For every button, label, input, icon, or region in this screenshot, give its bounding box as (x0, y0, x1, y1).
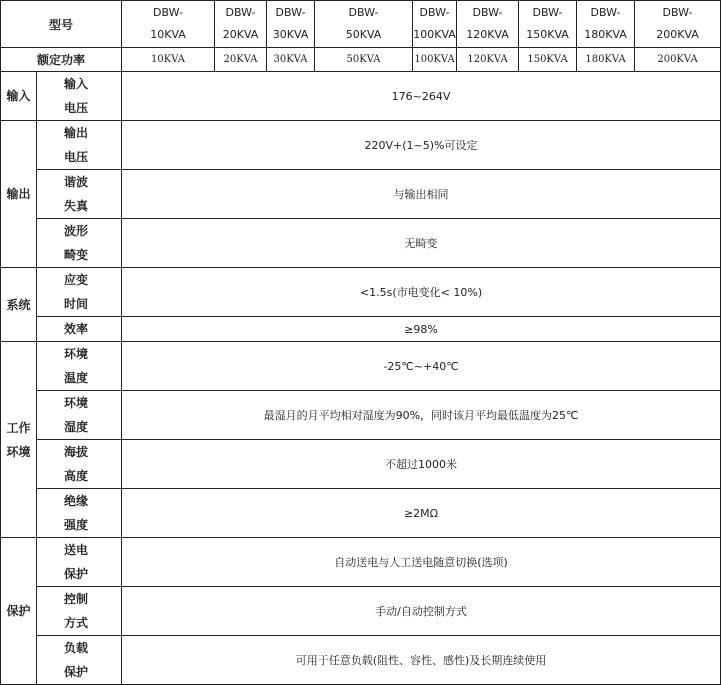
model-capacity: 200KVA (656, 28, 699, 41)
spec-row (1, 440, 721, 489)
spec-value: 手动/自动控制方式 (122, 587, 721, 636)
model-capacity: 10KVA (150, 28, 186, 41)
spec-row (1, 170, 721, 219)
spec-row (1, 219, 721, 268)
item-label: 输入 (64, 77, 89, 91)
model-capacity: 50KVA (345, 28, 382, 41)
model-name-cell (577, 1, 635, 48)
model-prefix: DBW- (590, 6, 621, 19)
model-row (1, 1, 721, 48)
model-prefix: DBW- (532, 6, 563, 19)
item-label: 湿度 (64, 420, 89, 434)
item-label: 强度 (64, 518, 89, 532)
item-cell (37, 317, 122, 342)
model-name-cell (457, 1, 519, 48)
spec-value: <1.5s(市电变化< 10%) (122, 268, 721, 317)
category-label: 输入 (6, 89, 31, 103)
item-label: 时间 (64, 297, 89, 311)
item-label: 绝缘 (64, 494, 89, 508)
model-name-cell (215, 1, 267, 48)
spec-row (1, 636, 721, 685)
item-label: 应变 (64, 273, 89, 287)
item-label: 送电 (64, 543, 89, 557)
category-label: 保护 (6, 604, 31, 618)
item-label: 畸变 (64, 248, 89, 262)
item-label: 保护 (64, 567, 89, 581)
spec-row (1, 587, 721, 636)
item-label: 电压 (64, 101, 89, 115)
model-name-cell (315, 1, 413, 48)
model-capacity: 180KVA (584, 28, 627, 41)
item-label: 控制 (64, 592, 89, 606)
item-cell (37, 219, 122, 268)
spec-value: 自动送电与人工送电随意切换(选项) (122, 538, 721, 587)
item-label: 波形 (64, 224, 89, 238)
spec-value: 220V+(1~5)%可设定 (122, 121, 721, 170)
item-label: 电压 (64, 150, 89, 164)
item-label: 高度 (64, 469, 89, 483)
item-cell (37, 636, 122, 685)
model-prefix: DBW- (153, 6, 184, 19)
power-value: 100KVA (413, 48, 457, 72)
spec-value: ≥2MΩ (122, 489, 721, 538)
model-name-cell (413, 1, 457, 48)
category-label: 系统 (6, 297, 31, 312)
item-cell (37, 72, 122, 121)
model-prefix: DBW- (472, 6, 503, 19)
item-cell (37, 489, 122, 538)
item-cell (37, 342, 122, 391)
model-name-cell (122, 1, 215, 48)
spec-row (1, 489, 721, 538)
model-prefix: DBW- (419, 6, 450, 19)
power-value: 180KVA (577, 48, 635, 72)
spec-value: ≥98% (122, 317, 721, 342)
power-label: 额定功率 (1, 48, 122, 72)
item-label: 海拔 (64, 445, 89, 459)
power-value: 200KVA (635, 48, 721, 72)
item-cell (37, 587, 122, 636)
model-prefix: DBW- (662, 6, 693, 19)
category-cell (1, 342, 37, 538)
power-value: 50KVA (315, 48, 413, 72)
item-label: 环境 (64, 347, 89, 361)
model-prefix: DBW- (225, 6, 256, 19)
spec-value: -25℃~+40℃ (122, 342, 721, 391)
power-value: 30KVA (267, 48, 315, 72)
model-capacity: 100KVA (413, 28, 456, 41)
power-value: 150KVA (519, 48, 577, 72)
spec-row (1, 121, 721, 170)
power-value: 20KVA (215, 48, 267, 72)
item-cell (37, 170, 122, 219)
model-prefix: DBW- (275, 6, 306, 19)
category-cell (1, 538, 37, 685)
model-capacity: 30KVA (272, 28, 309, 41)
spec-value: 176~264V (122, 72, 721, 121)
model-label: 型号 (1, 1, 122, 48)
item-cell (37, 440, 122, 489)
item-cell (37, 121, 122, 170)
model-name-cell (267, 1, 315, 48)
category-cell (1, 268, 37, 342)
item-cell (37, 268, 122, 317)
item-label: 谐波 (64, 175, 89, 189)
model-name-cell (519, 1, 577, 48)
category-cell (1, 72, 37, 121)
item-label: 失真 (64, 199, 89, 213)
item-label: 温度 (64, 371, 89, 385)
spec-row (1, 391, 721, 440)
item-label: 效率 (64, 322, 89, 336)
item-label: 方式 (64, 616, 89, 630)
model-capacity: 120KVA (466, 28, 509, 41)
power-value: 10KVA (122, 48, 215, 72)
spec-row (1, 317, 721, 342)
category-label: 工作 (6, 420, 31, 435)
category-label: 环境 (6, 444, 31, 459)
item-cell (37, 538, 122, 587)
spec-value: 不超过1000米 (122, 440, 721, 489)
spec-value: 无畸变 (122, 219, 721, 268)
item-cell (37, 391, 122, 440)
item-label: 保护 (64, 665, 89, 679)
power-value: 120KVA (457, 48, 519, 72)
spec-value: 最湿月的月平均相对湿度为90%，同时该月平均最低温度为25℃ (122, 391, 721, 440)
spec-row (1, 342, 721, 391)
spec-value: 可用于任意负载(阻性、容性、感性)及长期连续使用 (122, 636, 721, 685)
model-capacity: 150KVA (526, 28, 569, 41)
power-row (1, 48, 721, 72)
category-cell (1, 121, 37, 268)
spec-row (1, 538, 721, 587)
model-name-cell (635, 1, 721, 48)
model-capacity: 20KVA (222, 28, 259, 41)
spec-row (1, 268, 721, 317)
spec-value: 与输出相同 (122, 170, 721, 219)
model-prefix: DBW- (348, 6, 379, 19)
item-label: 输出 (64, 126, 89, 140)
item-label: 环境 (64, 396, 89, 410)
item-label: 负载 (64, 641, 89, 655)
category-label: 输出 (6, 187, 31, 201)
spec-row (1, 72, 721, 121)
